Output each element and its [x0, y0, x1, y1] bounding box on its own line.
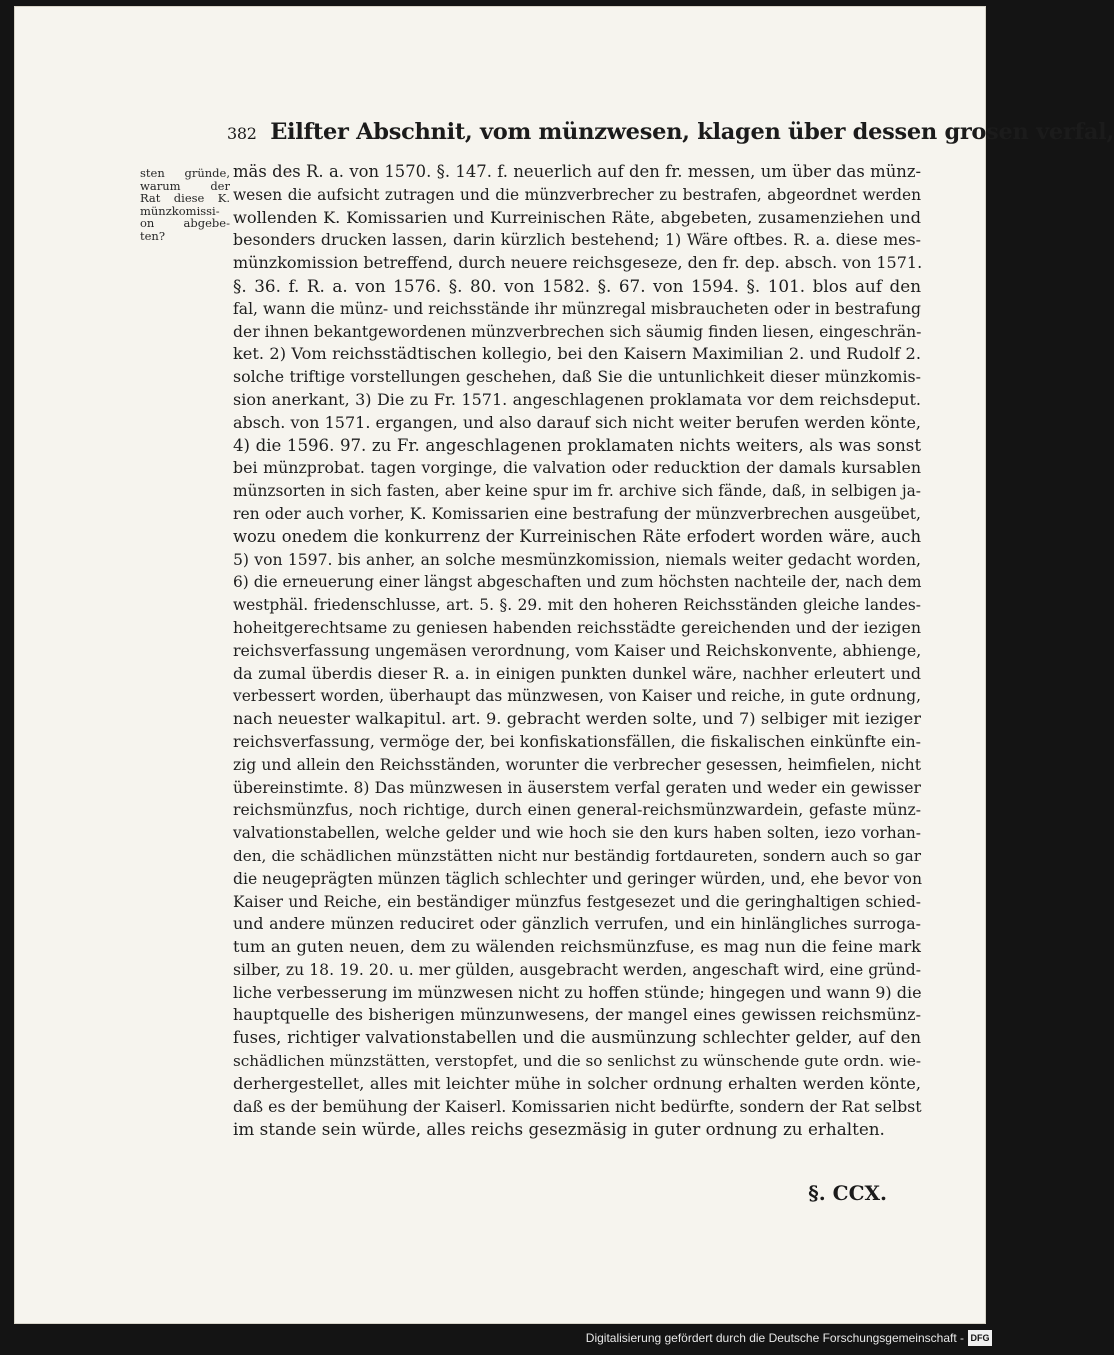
text-line: hoheitgerechtsame zu geniesen habenden reichsstädte gereichenden und der iezigen: [233, 617, 921, 637]
text-line: sion anerkant, 3) Die zu Fr. 1571. angeschlagenen proklamata vor dem reichsdeput.: [233, 389, 921, 409]
text-line: §. 36. f. R. a. von 1576. §. 80. von 1582. §. 67. von 1594. §. 101. blos auf den: [233, 275, 921, 296]
text-line: valvationstabellen, welche gelder und wie hoch sie den kurs haben solten, iezo vorhan-: [233, 824, 921, 843]
footer-bar: [0, 1324, 1000, 1355]
text-line: im stande sein würde, alles reichs gesezmäsig in guter ordnung zu erhalten.: [233, 1119, 885, 1140]
text-line: besonders drucken lassen, darin kürzlich bestehend; 1) Wäre oftbes. R. a. diese mes-: [233, 230, 921, 250]
margin-note-line: warum der: [140, 178, 230, 193]
text-line: bei münzprobat. tagen vorginge, die valvation oder reducktion der damals kursablen: [233, 458, 921, 478]
text-line: übereinstimte. 8) Das münzwesen in äuserstem verfal geraten und weder ein gewisser: [233, 778, 921, 797]
text-line: fuses, richtiger valvationstabellen und die ausmünzung schlechter gelder, auf den: [233, 1028, 921, 1048]
text-line: mäs des R. a. von 1570. §. 147. f. neuerlich auf den fr. messen, um über das münz-: [233, 162, 921, 181]
text-line: schädlichen münzstätten, verstopfet, und die so senlichst zu wünschende gute ordn. wie-: [233, 1052, 922, 1071]
text-line: ket. 2) Vom reichsstädtischen kollegio, bei den Kaisern Maximilian 2. und Rudolf 2.: [233, 344, 921, 364]
margin-note-line: Rat diese K.: [140, 191, 230, 205]
page-number: 382: [227, 124, 257, 143]
text-line: daß es der bemühung der Kaiserl. Komissarien nicht bedürfte, sondern der Rat selbst: [233, 1096, 922, 1116]
text-line: liche verbesserung im münzwesen nicht zu hoffen stünde; hingegen und wann 9) die: [233, 982, 922, 1002]
text-line: wozu onedem die konkurrenz der Kurreinischen Räte erfodert worden wäre, auch: [233, 526, 921, 546]
text-line: wollenden K. Komissarien und Kurreinischen Räte, abgebeten, zusamenziehen und: [233, 207, 921, 227]
text-line: tum an guten neuen, dem zu wälenden reichsmünzfuse, es mag nun die feine mark: [233, 937, 921, 957]
catchword: §. CCX.: [808, 1181, 887, 1205]
text-line: der ihnen bekantgewordenen münzverbrechen sich säumig finden liesen, eingeschrän-: [233, 322, 922, 341]
text-line: da zumal überdis dieser R. a. in einigen punkten dunkel wäre, nachher erleutert und: [233, 663, 921, 683]
margin-note-line: münzkomissi-: [140, 203, 220, 218]
text-line: ren oder auch vorher, K. Komissarien eine bestrafung der münzverbrechen ausgeübet,: [233, 504, 921, 523]
text-line: zig und allein den Reichsständen, worunter die verbrecher gesessen, heimfielen, nicht: [233, 755, 921, 774]
text-line: wesen die aufsicht zutragen und die münzverbrecher zu bestrafen, abgeordnet werden: [233, 185, 921, 204]
text-line: reichsverfassung, vermöge der, bei konfiskationsfällen, die fiskalischen einkünfte ein-: [233, 731, 921, 751]
text-line: 6) die erneuerung einer längst abgeschaften und zum höchsten nachteile der, nach dem: [233, 573, 922, 592]
text-line: münzkomission betreffend, durch neuere reichsgeseze, den fr. dep. absch. von 1571.: [233, 253, 923, 273]
text-line: westphäl. friedenschlusse, art. 5. §. 29. mit den hoheren Reichsständen gleiche landes-: [233, 596, 921, 615]
margin-note: [140, 167, 230, 242]
dfg-logo: DFG: [968, 1330, 992, 1346]
text-line: derhergestellet, alles mit leichter mühe in solcher ordnung erhalten werden könte,: [233, 1073, 921, 1093]
text-line: silber, zu 18. 19. 20. u. mer gülden, ausgebracht werden, angeschaft wird, eine gründ-: [233, 960, 921, 979]
text-line: die neugeprägten münzen täglich schlechter und geringer würden, und, ehe bevor von: [233, 869, 922, 888]
text-line: solche triftige vorstellungen geschehen, daß Sie die untunlichkeit dieser münzkomis-: [233, 367, 921, 387]
text-line: 4) die 1596. 97. zu Fr. angeschlagenen proklamaten nichts weiters, als was sonst: [233, 435, 921, 455]
text-line: nach neuester walkapitul. art. 9. gebracht werden solte, und 7) selbiger mit ieziger: [233, 709, 921, 729]
text-line: Kaiser und Reiche, ein beständiger münzfus festgesezet und die geringhaltigen schied-: [233, 892, 921, 911]
text-line: münzsorten in sich fasten, aber keine spur im fr. archive sich fände, daß, in selbigen ja-: [233, 482, 921, 501]
chapter-title: Eilfter Abschnit, vom münzwesen, klagen über dessen grosen verfal,: [270, 119, 1114, 145]
margin-note-line: sten gründe,: [140, 166, 230, 180]
text-line: und andere münzen reduciret oder gänzlich verrufen, und ein hinlängliches surroga-: [233, 914, 921, 934]
body-text: [233, 161, 921, 1141]
running-header: [227, 119, 1114, 145]
text-line: verbessert worden, überhaupt das münzwesen, von Kaiser und reiche, in gute ordnung,: [233, 687, 921, 706]
text-line: absch. von 1571. ergangen, und also darauf sich nicht weiter berufen werden könte,: [233, 412, 921, 432]
scanned-page: [14, 6, 1114, 1324]
text-line: reichsverfassung ungemäsen verordnung, vom Kaiser und Reichskonvente, abhienge,: [233, 640, 922, 660]
margin-note-line: on abgebe-: [140, 216, 230, 230]
text-line: reichsmünzfus, noch richtige, durch einen general-reichsmünzwardein, gefaste münz-: [233, 801, 921, 820]
text-line: hauptquelle des bisherigen münzunwesens, der mangel eines gewissen reichsmünz-: [233, 1005, 921, 1025]
funding-note: Digitalisierung gefördert durch die Deutsche Forschungsgemeinschaft -: [585, 1331, 964, 1345]
text-line: fal, wann die münz- und reichsstände ihr münzregal misbraucheten oder in bestrafung: [233, 299, 921, 318]
margin-note-line: ten?: [140, 228, 165, 243]
text-line: 5) von 1597. bis anher, an solche mesmünzkomission, niemals weiter gedacht worden,: [233, 550, 921, 569]
text-line: den, die schädlichen münzstätten nicht nur beständig fortdaureten, sondern auch so gar: [233, 846, 921, 865]
